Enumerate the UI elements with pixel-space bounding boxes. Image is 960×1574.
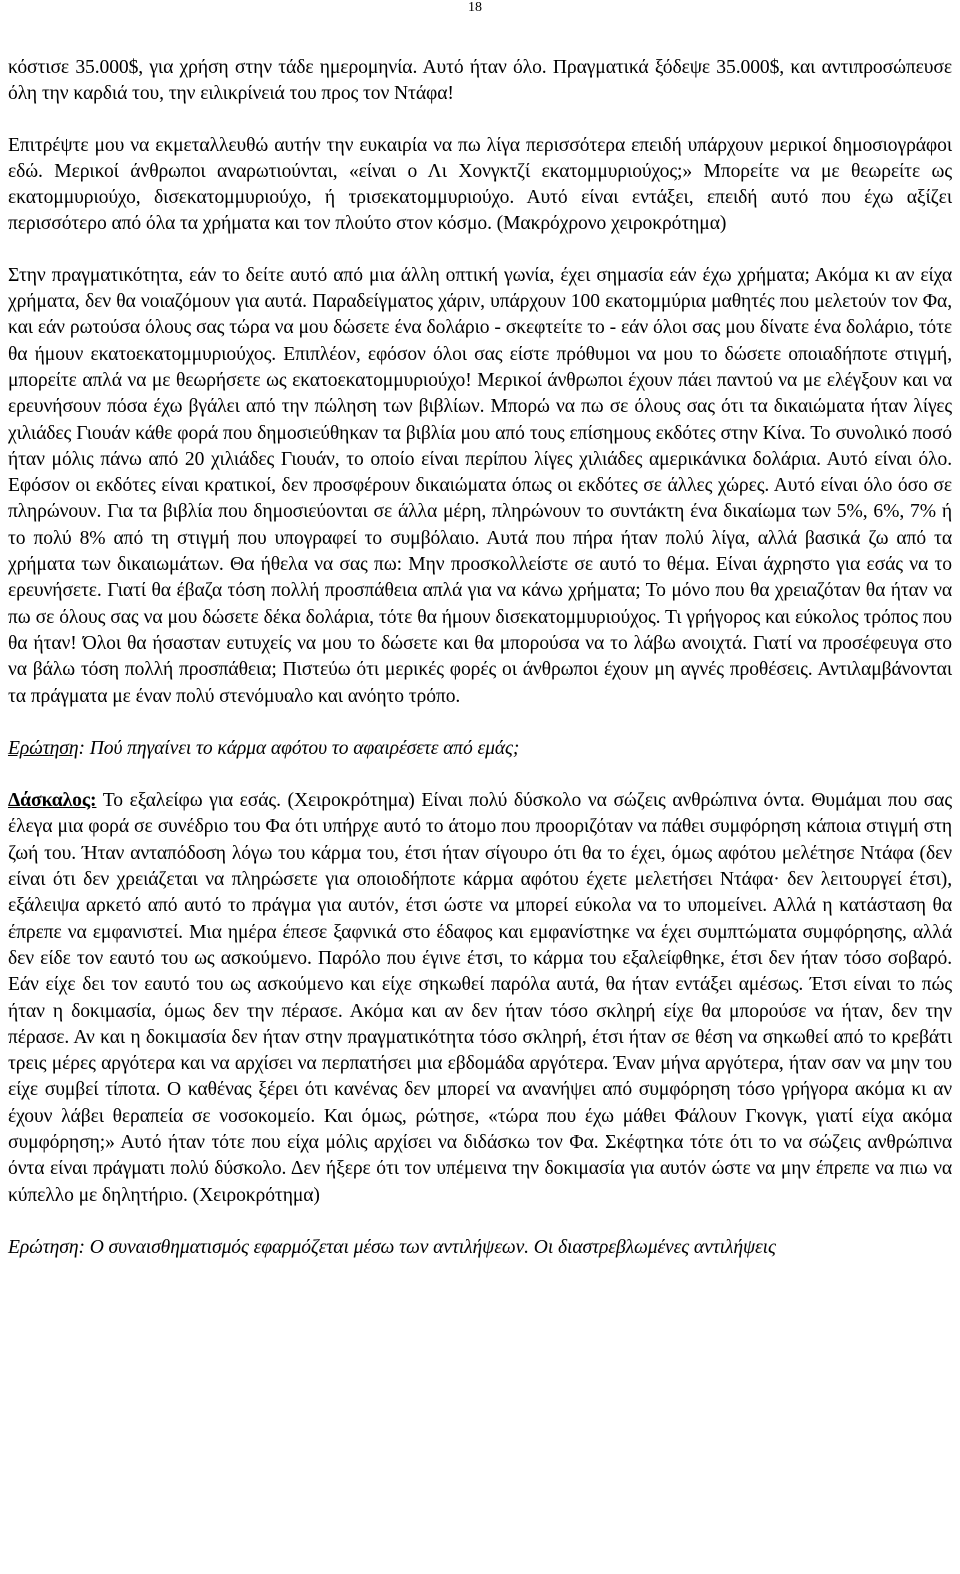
- teacher-label: Δάσκαλος:: [8, 790, 97, 812]
- page-number: 18: [468, 0, 482, 15]
- document-body: [8, 55, 952, 1261]
- answer-karma: [8, 788, 952, 1209]
- question-karma: [8, 736, 952, 762]
- paragraph-donation: κόστισε 35.000$, για χρήση στην τάδε ημερομηνία. Αυτό ήταν όλο. Πραγματικά ξόδεψε 35.000$, και αντιπροσώπευσε όλη την καρδιά του, την ειλικρίνειά του προς τον Ντάφα!: [8, 57, 952, 105]
- question-text: : Πού πηγαίνει το κάρμα αφότου το αφαιρέσετε από εμάς;: [78, 737, 520, 759]
- paragraph-royalties: Στην πραγματικότητα, εάν το δείτε αυτό από μια άλλη οπτική γωνία, έχει σημασία εάν έχω χρήματα; Ακόμα κι αν είχα χρήματα, δεν θα νοιαζόμουν για αυτά. Παραδείγματος χάριν, υπάρχουν 100 εκατομμύρια μαθητές που μελετούν τον Φα, και εάν ρωτούσα όλους σας τώρα να μου δώσετε ένα δολάριο - σκεφτείτε το - εάν όλοι σας μου δίνατε ένα δολάριο, τότε θα ήμουν εκατοεκατομμυριούχος. Επιπλέον, εφόσον όλοι σας είστε πρόθυμοι να μου το δώσετε οποιαδήποτε στιγμή, μπορείτε απλά να με θεωρήσετε ως εκατοεκατομμυριούχο! Μερικοί άνθρωποι έχουν πάει παντού να με ελέγξουν και να ερευνήσουν πόσα έχω βγάλει από την πώληση των βιβλίων. Μπορώ να πω σε όλους σας ότι τα δικαιώματα ήταν λίγες χιλιάδες Γιουάν κάθε φορά που δημοσιεύθηκαν τα βιβλία μου από τους επίσημους εκδότες στην Κίνα. Το συνολικό ποσό ήταν μόλις πάνω από 20 χιλιάδες Γιουάν, το οποίο είναι περίπου λίγες χιλιάδες αμερικάνικα δολάρια. Αυτό είναι όλο. Εφόσον οι εκδότες είναι κρατικοί, δεν προσφέρουν δικαιώματα όπως οι εκδότες σε άλλες χώρες. Αυτό είναι όλο όσο σε πληρώνουν. Για τα βιβλία που δημοσιεύονται σε άλλα μέρη, πληρώνουν το συντάκτη ένα δικαίωμα των 5%, 6%, 7% ή το πολύ 8% από τη στιγμή που υπογραφεί το συμβόλαιο. Αυτά που πήρα ήταν πολύ λίγα, αλλά βασικά ζω από τα χρήματα των δικαιωμάτων. Θα ήθελα να σας πω: Μην προσκολλείστε σε αυτό το θέμα. Είναι άχρηστο για εσάς να το ερευνήσετε. Γιατί θα έβαζα τόση πολλή προσπάθεια απλά για να κάνω χρήματα; Το μόνο που θα χρειαζόταν θα ήταν να πω σε όλους σας να μου δώσετε δέκα δολάρια, τότε θα ήμουν δισεκατομμυριούχος. Τι γρήγορος και εύκολος τρόπος που θα ήταν! Όλοι θα ήσασταν ευτυχείς να μου το δώσετε και θα μπορούσα να το λάβω ανοιχτά. Γιατί να προσέφευγα στο να βάλω τόση πολλή προσπάθεια; Πιστεύω ότι μερικές φορές οι άνθρωποι έχουν μη αγνές προθέσεις. Αντιλαμβάνονται τα πράγματα με έναν πολύ στενόμυαλο και ανόητο τρόπο.: [8, 264, 952, 707]
- answer-text: Το εξαλείφω για εσάς. (Χειροκρότημα) Είναι πολύ δύσκολο να σώζεις ανθρώπινα όντα. Θυμάμαι που σας έλεγα μια φορά σε συνέδριο του Φα ότι υπήρχε αυτό το άτομο που προοριζόταν να πάθει συμφόρηση κάποια στιγμή στη ζωή του. Ήταν ανταπόδοση λόγω του κάρμα του, έτσι ήταν σίγουρο ότι θα το έχει, όμως αφότου μελέτησε Ντάφα (δεν είναι ότι δεν χρειάζεται να πληρώσετε για οποιοδήποτε κάρμα αφότου έχετε μελετήσει Ντάφα· δεν λειτουργεί έτσι), εξάλειψα αρκετό από αυτό το πράγμα για αυτόν, έτσι ώστε να μπορεί εύκολα να το υπομείνει. Αλλά η κατάσταση θα έπρεπε να εμφανιστεί. Μια ημέρα έπεσε ξαφνικά στο έδαφος και εμφανίστηκε να έχει συμπτώματα συμφόρησης, αλλά δεν είδε τον εαυτό του ως ασκούμενο. Παρόλο που έγινε έτσι, το κάρμα του εξαλείφθηκε, έτσι δεν ήταν τόσο σοβαρό. Εάν είχε δει τον εαυτό του ως ασκούμενο και είχε σηκωθεί παρόλα αυτά, θα ήταν εντάξει αμέσως. Έτσι είναι το πώς ήταν η δοκιμασία, όμως δεν την πέρασε. Ακόμα και αν δεν ήταν τόσο σκληρή είχε θα μπορούσε να ήταν, δεν την πέρασε. Αν και η δοκιμασία δεν ήταν στην πραγματικότητα τόσο σκληρή, έτσι ήταν σε θέση να σηκωθεί από το κρεβάτι τρεις μέρες αργότερα και να αρχίσει να περπατήσει μια εβδομάδα αργότερα. Έναν μήνα αργότερα, ήταν σαν να μην του είχε συμβεί τίποτα. Ο καθένας ξέρει ότι κανένας δεν μπορεί να ανανήψει από συμφόρηση τόσο γρήγορα ακόμα κι αν έχουν λάβει θεραπεία σε νοσοκομείο. Και όμως, ρώτησε, «τώρα που έχω μάθει Φάλουν Γκονγκ, γιατί είχα ακόμα συμφόρηση;» Αυτό ήταν τότε που είχα μόλις αρχίσει να διδάσκω τον Φα. Σκέφτηκα τότε ότι το να σώζεις ανθρώπινα όντα είναι πράγματι πολύ δύσκολο. Δεν ήξερε ότι τον υπέμεινα την δοκιμασία για αυτόν ώστε να μην έπρεπε να πιω να κύπελλο με δηλητήριο. (Χειροκρότημα): [8, 790, 952, 1206]
- question-text: : Ο συναισθηματισμός εφαρμόζεται μέσω των αντιλήψεων. Οι διαστρεβλωμένες αντιλήψεις: [78, 1236, 776, 1258]
- question-label: Ερώτηση: [8, 737, 79, 759]
- question-label: Ερώτηση: [8, 1236, 79, 1258]
- paragraph-millionaire: Επιτρέψτε μου να εκμεταλλευθώ αυτήν την ευκαιρία να πω λίγα περισσότερα επειδή υπάρχουν μερικοί δημοσιογράφοι εδώ. Μερικοί άνθρωποι αναρωτιούνται, «είναι ο Λι Χονγκτζί εκατομμυριούχος;» Μπορείτε να με θεωρείτε ως εκατομμυριούχο, δισεκατομμυριούχο, ή τρισεκατομμυριούχο. Αυτό είναι εντάξει, επειδή αυτό που έχω αξίζει περισσότερο από όλα τα χρήματα και τον πλούτο στον κόσμο. (Μακρόχρονο χειροκρότημα): [8, 134, 952, 235]
- question-sentimentality: [8, 1235, 952, 1261]
